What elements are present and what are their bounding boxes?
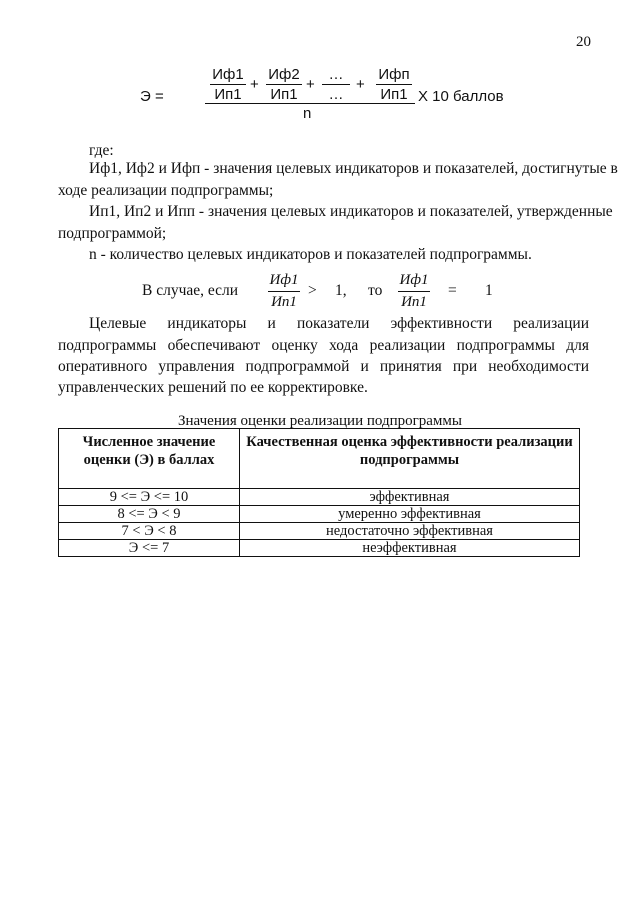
formula-multiplier: X 10 баллов: [418, 88, 504, 105]
formula-denominator: n: [303, 105, 312, 122]
paragraph-line3: оперативного управления подпрограммой и принятия при необходимости: [58, 358, 589, 375]
plan-definition-line2: подпрограммой;: [58, 225, 167, 242]
formula-term-ellipsis: … …: [322, 66, 350, 103]
formula-plus-1: +: [250, 76, 259, 93]
evaluation-table: [58, 428, 580, 557]
table-header-row: [59, 429, 580, 489]
table-row: [59, 506, 580, 523]
row-value: Э <= 7: [59, 540, 240, 557]
formula-term-2: Иф2 Ип1: [266, 66, 302, 103]
condition-fraction-2: Иф1 Ип1: [399, 272, 429, 310]
row-quality: неэффективная: [240, 540, 580, 557]
page-number: 20: [576, 34, 591, 50]
fact-definition-line2: ходе реализации подпрограммы;: [58, 182, 274, 199]
table-row: [59, 540, 580, 557]
condition-gt: >: [308, 282, 317, 299]
n-definition: n - количество целевых индикаторов и показателей подпрограммы.: [89, 246, 532, 263]
condition-one: 1: [485, 282, 493, 299]
condition-fraction-1: Иф1 Ип1: [269, 272, 299, 310]
row-value: 8 <= Э < 9: [59, 506, 240, 523]
formula-plus-2: +: [306, 76, 315, 93]
formula-lhs: Э =: [140, 88, 164, 105]
row-value: 9 <= Э <= 10: [59, 489, 240, 506]
formula-term-n: Ифп Ип1: [376, 66, 412, 103]
paragraph-line2: подпрограммы обеспечивают оценку хода реализации подпрограммы для: [58, 337, 589, 354]
table-row: [59, 523, 580, 540]
plan-definition-line1: Ип1, Ип2 и Ипп - значения целевых индикаторов и показателей, утвержденные: [89, 203, 613, 220]
condition-then: то: [368, 282, 383, 299]
fact-definition-line1: Иф1, Иф2 и Ифп - значения целевых индикаторов и показателей, достигнутые в: [89, 160, 618, 177]
row-quality: недостаточно эффективная: [240, 523, 580, 540]
header-numeric-value: Численное значение оценки (Э) в баллах: [59, 429, 240, 489]
efficiency-formula: [0, 58, 640, 128]
header-quality: Качественная оценка эффективности реализации подпрограммы: [240, 429, 580, 489]
paragraph-line4: управленческих решений по ее корректировке.: [58, 379, 368, 396]
table-caption: Значения оценки реализации подпрограммы: [178, 413, 462, 429]
condition-eq: =: [448, 282, 457, 299]
row-quality: эффективная: [240, 489, 580, 506]
formula-main-bar: [205, 103, 415, 104]
where-label: где:: [89, 142, 114, 159]
row-value: 7 < Э < 8: [59, 523, 240, 540]
formula-term-1: Иф1 Ип1: [210, 66, 246, 103]
condition-one-comma: 1,: [335, 282, 347, 299]
paragraph-line1: Целевые индикаторы и показатели эффективности реализации: [89, 315, 589, 332]
row-quality: умеренно эффективная: [240, 506, 580, 523]
formula-plus-3: +: [356, 76, 365, 93]
table-row: [59, 489, 580, 506]
condition-prefix: В случае, если: [142, 282, 239, 299]
